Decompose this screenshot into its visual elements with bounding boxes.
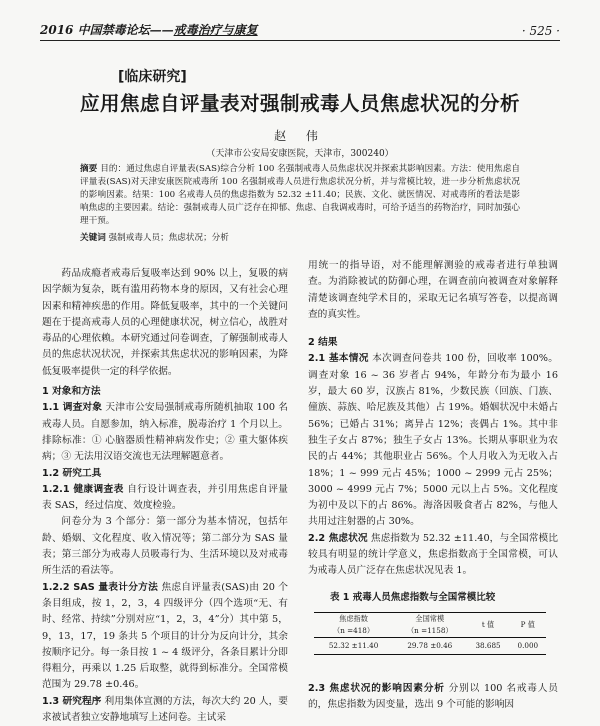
keywords	[80, 232, 520, 245]
heading-2-1: 2.1 基本情况	[308, 353, 369, 365]
table-1	[314, 612, 546, 655]
abstract-label: 摘要	[80, 164, 98, 174]
table-cell: 52.32 ±11.40	[314, 637, 393, 654]
paragraph-2-3: 分别以 100 名戒毒人员的，焦虑指数为因变量，选出 9 个可能的影响因	[308, 682, 558, 711]
paragraph-1-2-1b: 问卷分为 3 个部分：第一部分为基本情况，包括年龄、婚姻、文化程度、收入情况等；第二部分为 SAS 量表；第三部分为戒毒人员吸毒行为、生活环境以及对戒毒所生活的看法等。	[42, 516, 288, 577]
heading-1-2-1: 1.2.1 健康调查表	[42, 483, 124, 495]
paragraph-1-2-1a: 自行设计调查表，并引用焦虑自评量表 SAS，经过信度、效度检验。	[42, 483, 288, 512]
table-cell: 29.78 ±0.46	[393, 637, 466, 654]
article-title: 应用焦虑自评量表对强制戒毒人员焦虑状况的分析	[79, 92, 520, 115]
section-heading-2: 2 结果	[308, 337, 338, 349]
keywords-text: 强制戒毒人员；焦虑状况；分析	[108, 233, 229, 243]
table-subheader-norm-n: （n =1158）	[393, 625, 466, 638]
heading-1-3: 1.3 研究程序	[42, 695, 102, 707]
page-number: · 525 ·	[521, 24, 560, 38]
paragraph-1-2-2: 焦虑自评量表(SAS)由 20 个条目组成，按 1，2，3，4 四级评分（四个选项“无、有时、经常、持续”分别对应“1，2，3，4”分）其中第 5，9，13，17，19 条共 5 个项目的计分为反向计分，其余按顺序记分。每一条目按 1 ~ 4 级评分，各条目累计分即得粗分，再乘以 1.25 后取整，就得到标准分。全国常模范围为 29.78 ±0.46。	[42, 581, 288, 691]
heading-1-2: 1.2 研究工具	[42, 467, 102, 479]
section-heading-1: 1 对象和方法	[42, 386, 101, 398]
paragraph-2-2: 焦虑指数为 52.32 ±11.40，与全国常模比较具有明显的统计学意义，焦虑指数高于全国常模，可认为戒毒人员广泛存在焦虑状况见表 1。	[308, 532, 558, 577]
running-header-title	[40, 21, 258, 38]
keywords-label: 关键词	[80, 233, 106, 243]
header-rule	[40, 40, 560, 41]
table-header-anxiety-index: 焦虑指数	[314, 612, 393, 625]
table-cell: 0.000	[510, 637, 546, 654]
table-row	[314, 637, 546, 654]
heading-1-1: 1.1 调查对象	[42, 402, 103, 414]
paragraph-2-1: 本次调查问卷共 100 份，回收率 100%。调查对象 16 ~ 36 岁者占 94%，年龄分布为最小 16 岁，最大 60 岁，汉族占 81%，少数民族（回族、门族、僮族、蒜族、哈尼族及其他）占 19%。婚姻状况中未婚占 56%；已婚占 31%；离异占 12%；丧偶占 1%。其中非独生子女占 87%；独生子女占 13%。长期从事职业为农民的占 44%；其他职业占 56%。个人月收入为无收入占 18%；1 ~ 999 元占 45%；1000 ~ 2999 元占 25%；3000 ~ 4999 元占 7%；5000 元以上占 5%。文化程度为初中及以下的占 86%。海洛因吸食者占 82%，与他人共用过注射器的占 30%。	[308, 353, 558, 528]
table-header-t-value: t 值	[466, 612, 509, 637]
right-column	[308, 258, 558, 714]
article-author: 赵 伟	[274, 129, 326, 143]
heading-1-2-2: 1.2.2 SAS 量表计分方法	[42, 581, 159, 593]
header-section: 戒毒治疗与康复	[173, 23, 258, 37]
abstract	[80, 163, 520, 228]
table-header-p-value: P 值	[510, 612, 546, 637]
table-subheader-anxiety-n: （n =418）	[314, 625, 393, 638]
paragraph-1-3: 利用集体宣测的方法，每次大约 20 人，要求被试者独立安静地填写上述问卷。主试采	[42, 695, 288, 724]
heading-2-2: 2.2 焦虑状况	[308, 532, 368, 544]
author-affiliation: （天津市公安局安康医院，天津市，300240）	[206, 149, 394, 159]
running-header	[40, 20, 560, 38]
paragraph-1-1: 天津市公安局强制戒毒所随机抽取 100 名戒毒人员。自愿参加，纳入标准，脱毒治疗 1 个月以上。排除标准：① 心脑器质性精神病发作史；② 重大躯体疾病；③ 无法用汉语交流也无法理解题意者。	[42, 402, 288, 463]
abstract-text: 目的：通过焦虑自评量表(SAS)综合分析 100 名强制戒毒人员焦虑状况并探索其影响因素。方法：使用焦虑自评量表(SAS)对天津安康医院戒毒所 100 名强制戒毒人员进行焦虑状况分析，并与常模比较，进一步分析焦虑状况的影响因素。结果：100 名戒毒人员的焦虑指数为 52.32 ±11.40；民族、文化、就医情况、对戒毒所的看法是影响焦虑的主要因素。结论：强制戒毒人员广泛存在抑郁、焦虑、自我调戒毒时，可给予适当的药物治疗，同时加强心理干预。	[80, 164, 520, 226]
heading-2-3: 2.3 焦虑状况的影响因素分析	[308, 682, 445, 694]
table-1-caption: 表 1 戒毒人员焦虑指数与全国常模比较	[330, 591, 496, 603]
paragraph-1-3-continued: 用统一的指导语，对不能理解测验的戒毒者进行单独调查。为消除被试的防御心理，在调查前向被调查对象解释清楚该调查纯学术目的，采取无记名填写答卷，以提高调查的真实性。	[308, 260, 558, 320]
left-column	[42, 258, 288, 726]
header-year: 2016	[40, 23, 74, 37]
table-header-national-norm: 全国常模	[393, 612, 466, 625]
header-journal: 中国禁毒论坛——	[77, 23, 174, 37]
article-category: [临床研究]	[118, 69, 187, 85]
intro-paragraph: 药品成瘾者戒毒后复吸率达到 90% 以上，复吸的病因学颇为复杂，既有滥用药物本身的原因，又有社会心理因素和精神疾患的作用。降低复吸率，其中的一个关键问题在于提高戒毒人员的心理健康状况，树立信心，战胜对毒品的心理依赖。本研究通过问卷调查，了解强制戒毒人员的焦虑状况状况，并探索其焦虑状况的影响因素，为降低复吸率提供一定的科学依据。	[42, 268, 288, 377]
table-cell: 38.685	[466, 637, 509, 654]
